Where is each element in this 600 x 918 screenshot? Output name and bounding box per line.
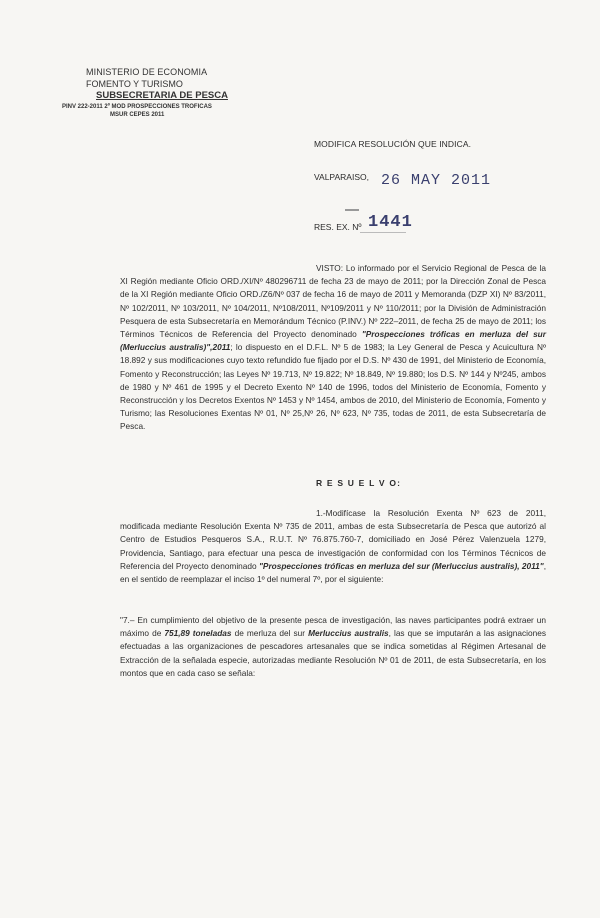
- ministry-name: MINISTERIO DE ECONOMIA: [86, 67, 208, 77]
- reference-code-2: MSUR CEPES 2011: [110, 112, 165, 118]
- resolution-number-stamp: 1441: [368, 213, 413, 232]
- ink-mark-2: [360, 232, 406, 233]
- visto-paragraph: [120, 262, 546, 434]
- article-1-project-name: "Prospecciones tróficas en merluza del sur (Merluccius australis), 2011": [258, 560, 544, 571]
- article-1-text-a: 1.-Modifícase la Resolución Exenta Nº 623 de 2011, modificada mediante Resolución Exenta Nº 735 de 2011, ambas de esta Subsecretaría de Pesca que autorizó al Centro de Estudios Pesqueros S.A., R.U.T. Nº 76.875.760-7, domiciliado en José Pérez Valenzuela 1279, Providencia, Santiago, para efectuar una pesca de investigación de conformidad con los Términos Técnicos de Referencia del Proyecto denominado: [120, 508, 546, 571]
- reference-code: PINV 222-2011 2º MOD PROSPECCIONES TROFICAS: [62, 104, 212, 110]
- ministry-subname: FOMENTO Y TURISMO: [86, 79, 183, 89]
- resuelvo-heading: R E S U E L V O:: [316, 478, 402, 488]
- article-1-text-c: , en el sentido de reemplazar el inciso 1º del numeral 7º, por el siguiente:: [120, 560, 546, 585]
- visto-text-c: ; lo dispuesto en el D.F.L. Nº 5 de 1983; la Ley General de Pesca y Acuicultura Nº 18.892 y sus modificaciones cuyo texto refundido fue fijado por el D.S. Nº 430 de 1991, del Ministerio de Economía, Fomento y Reconstrucción; las Leyes Nº 19.713, Nº 19.822; Nº 18.849, Nº 19.880; los D.S. Nº 144 y Nº245, ambos de 1980 y Nº 461 de 1995 y el Decreto Exento Nº 140 de 1996, todos del Ministerio de Economía, Fomento y Reconstrucción y los Decretos Exentos Nº 1453 y Nº 1454, ambos de 2010, del Ministerio de Economía, Fomento y Turismo; las Resoluciones Exentas Nº 01, Nº 25,Nº 26, Nº 623, Nº 735, todas de 2011, de esta Subsecretaría de Pesca.: [120, 342, 546, 432]
- tonnage-value: 751,89 toneladas: [164, 628, 232, 639]
- numeral-7-text-c: de merluza del sur: [231, 628, 309, 639]
- visto-text-a: VISTO: Lo informado por el Servicio Regional de Pesca de la XI Región mediante Oficio ORD./XI/Nº 480296711 de fecha 23 de mayo de 2011; por la Dirección Zonal de Pesca de la XI Región mediante Oficio ORD./Z6/Nº 037 de fecha 16 de mayo de 2011 y Memoranda (DZP XI) Nº 83/2011, Nº 102/2011, Nº 103/2011, Nº 104/2011, Nº108/2011, Nº109/2011 y Nº 110/2011; por la División de Administración Pesquera de esta Subsecretaría en Memorándum Técnico (P.INV.) Nº 222–2011, de fecha 25 de mayo de 2011; los Términos Técnicos de Referencia del Proyecto denominado: [120, 263, 546, 340]
- numeral-7-text-e: , las que se imputarán a las asignaciones efectuadas a las organizaciones de pescadores artesanales que se indica sometidas al Régimen Artesanal de Extracción de la señalada especie, autorizadas mediante Resolución Nº 01 de 2011, de esta Subsecretaría, en los montos que en cada caso se señala:: [120, 628, 546, 678]
- date-stamp: 26 MAY 2011: [381, 172, 492, 189]
- resolution-article-1: [120, 507, 546, 586]
- visto-project-name: "Prospecciones tróficas en merluza del sur (Merluccius australis)",2011: [120, 329, 546, 353]
- numeral-7-text-a: "7.– En cumplimiento del objetivo de la presente pesca de investigación, las naves participantes podrá extraer un máximo de: [120, 615, 546, 639]
- ink-mark: [345, 209, 359, 211]
- letterhead: [62, 66, 228, 119]
- resolution-label: RES. EX. Nº: [314, 222, 362, 232]
- document-subject: MODIFICA RESOLUCIÓN QUE INDICA.: [314, 139, 472, 149]
- subsecretaria-name: SUBSECRETARIA DE PESCA: [96, 90, 228, 101]
- numeral-7-text: [120, 614, 546, 680]
- species-name: Merluccius australis: [308, 628, 389, 639]
- place-label: VALPARAISO,: [314, 172, 369, 182]
